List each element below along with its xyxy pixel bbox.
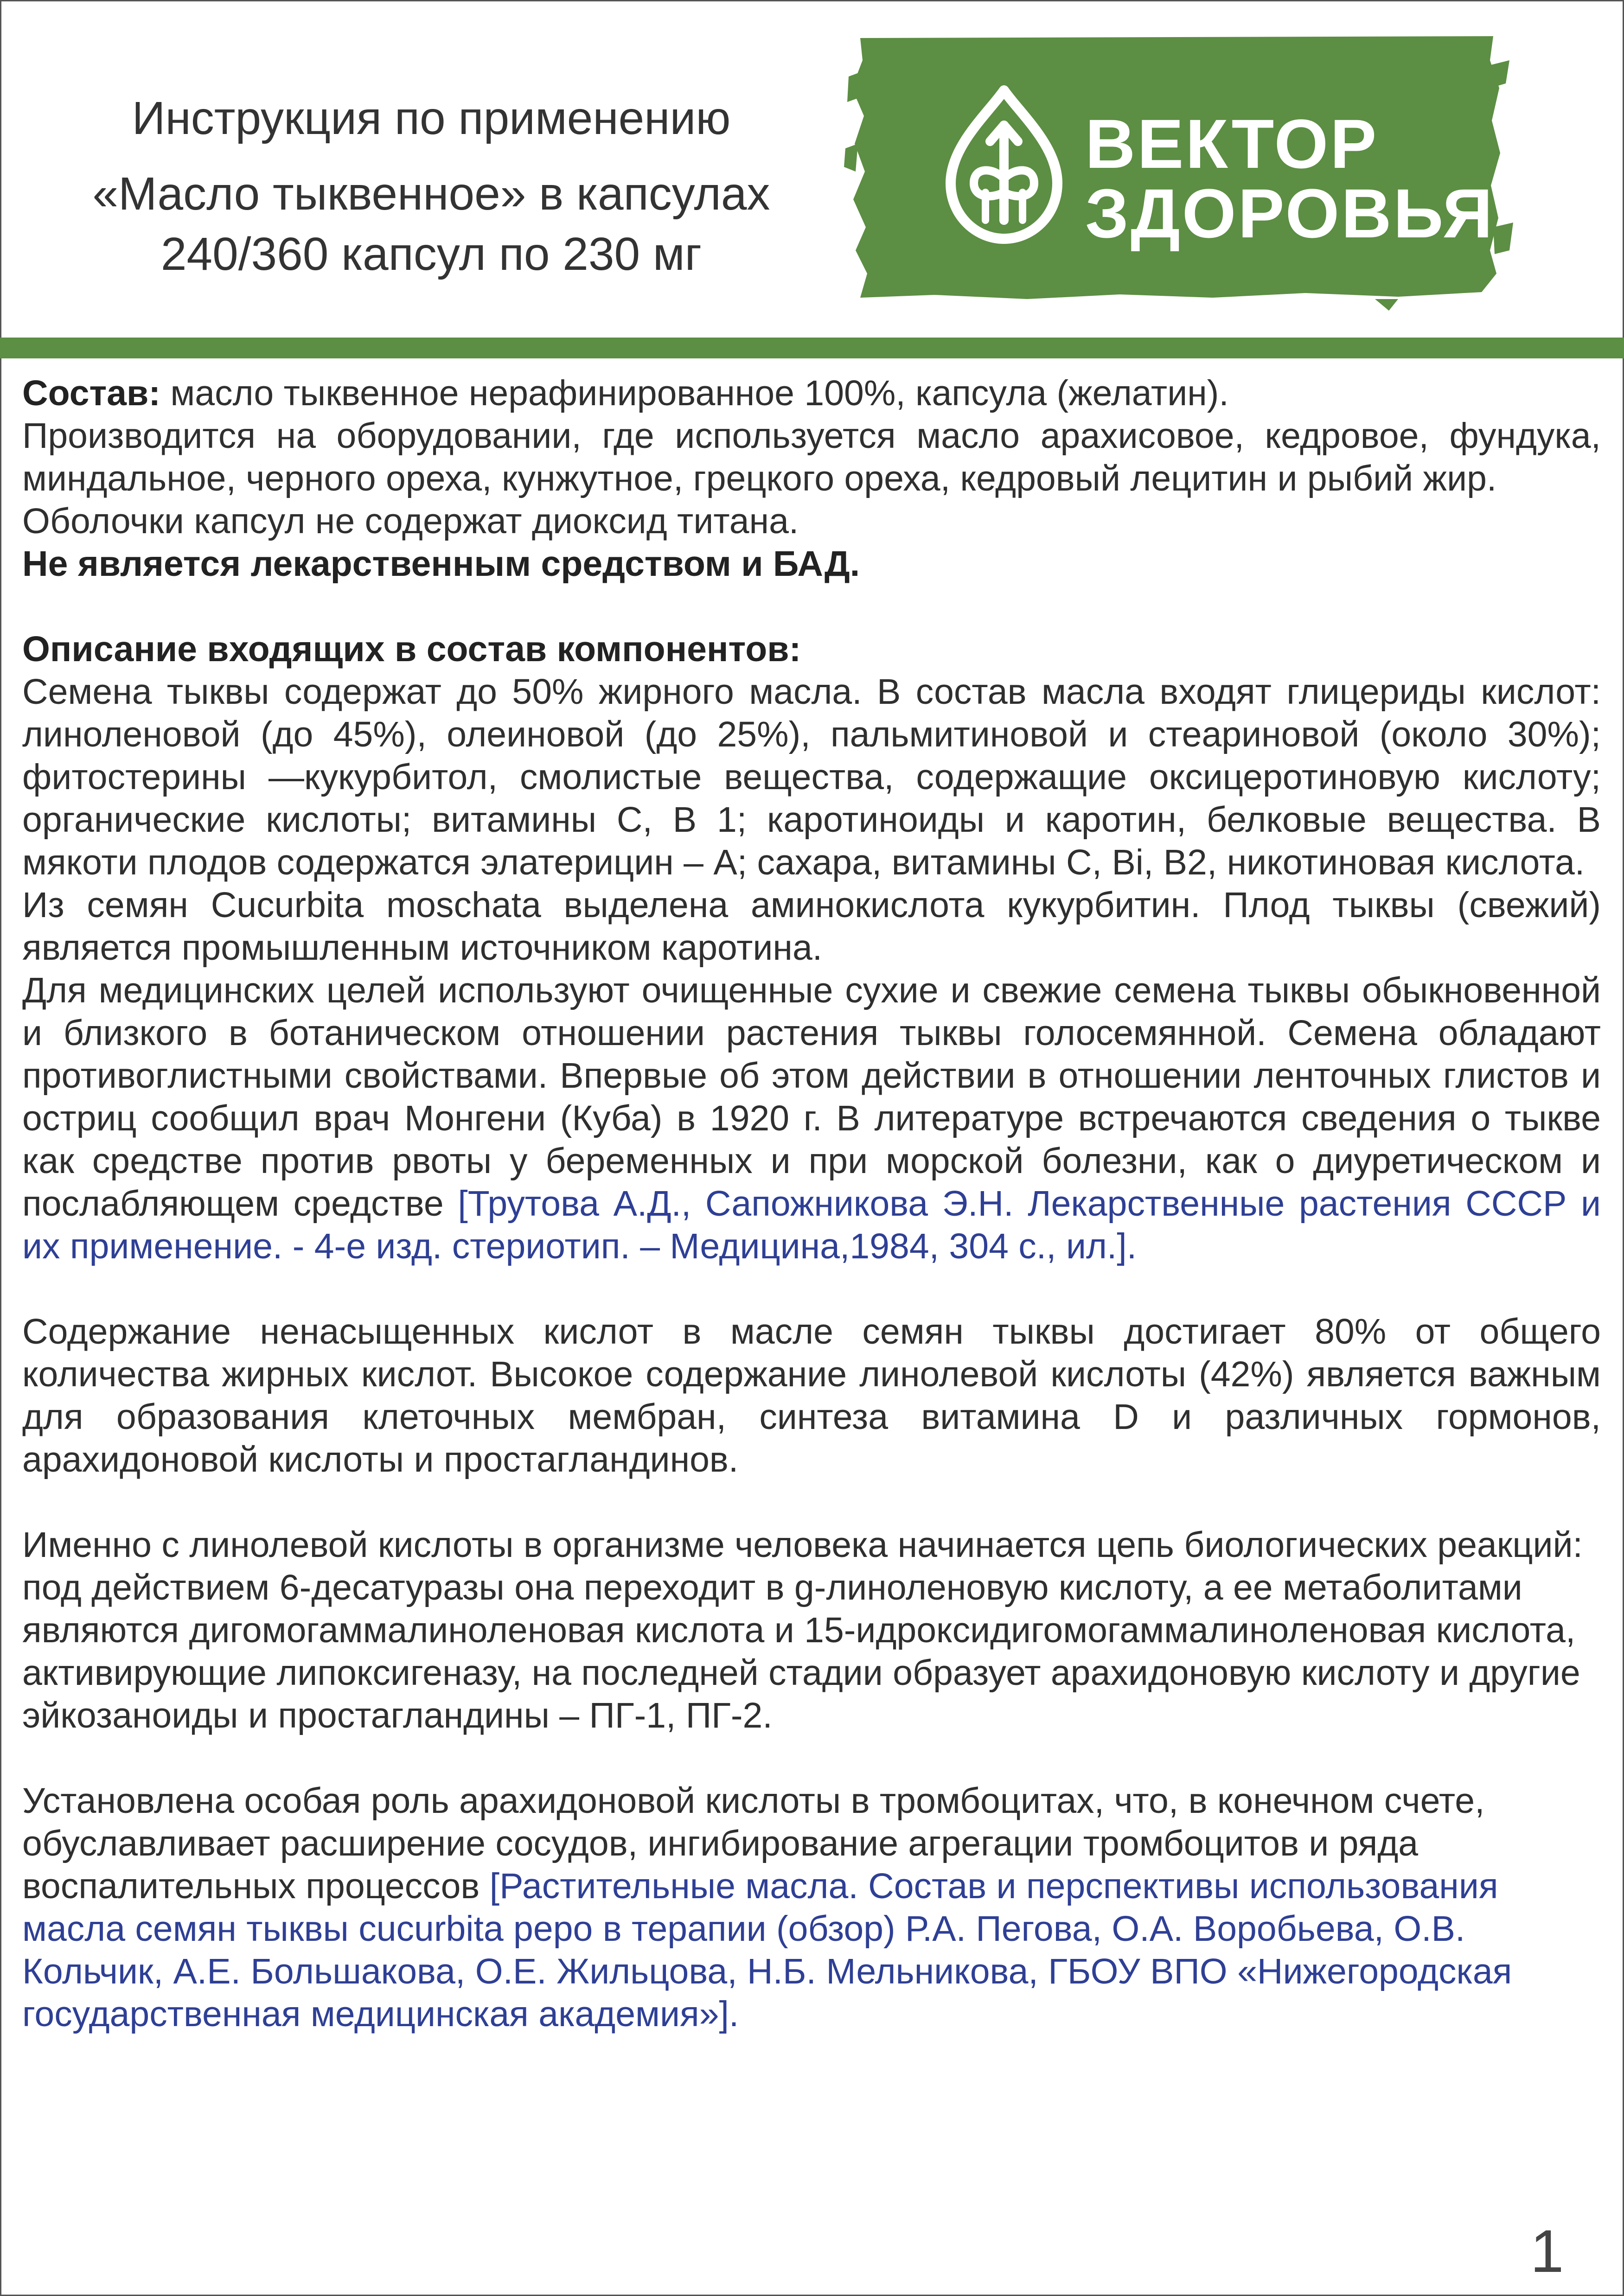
paragraph-2: Из семян Cucurbita moschata выделена аминокислота кукурбитин. Плод тыквы (свежий) является промышленным источником каротина.	[22, 885, 1601, 968]
document-title	[56, 88, 807, 284]
spacer	[22, 1737, 1601, 1779]
paragraph-1: Семена тыквы содержат до 50% жирного масла. В состав масла входят глицериды кислот: линоленовой (до 45%), олеиновой (до 25%), пальмитиновой и стеариновой (около 30%); фитостерины —кукурбитол, смолистые вещества, содержащие оксицеротиновую кислоту; органические кислоты; витамины С, В 1; каротиноиды и каротин, белковые вещества. В мякоти плодов содержатся элатерицин – А; сахара, витамины С, Bi, В2, никотиновая кислота.	[22, 672, 1601, 882]
paragraph-6	[22, 1779, 1601, 2035]
page-number: 1	[1530, 2217, 1564, 2285]
document-body	[22, 372, 1601, 2035]
logo-text-line-1: ВЕКТОР	[1085, 105, 1379, 183]
composition-paragraph	[22, 372, 1601, 415]
paragraph-5: Именно с линолевой кислоты в организме человека начинается цепь биологических реакций: под действием 6-десатуразы она переходит в g-линоленовую кислоту, а ее метаболитами являются дигомогаммалиноленовая кислота и 15-идроксидигомогаммалиноленовая кислота, активирующие липоксигеназу, на последней стадии образует арахидоновую кислоту и другие эйкозаноиды и простагландины – ПГ-1, ПГ-2.	[22, 1525, 1583, 1735]
spacer	[22, 1268, 1601, 1310]
paragraph-4: Содержание ненасыщенных кислот в масле семян тыквы достигает 80% от общего количества жирных кислот. Высокое содержание линолевой кислоты (42%) является важным для образования клеточных мембран, синтеза витамина D и различных гормонов, арахидоновой кислоты и простагландинов.	[22, 1312, 1601, 1480]
reference-1: [Трутова А.Д., Сапожникова Э.Н. Лекарственные растения СССР и их применение. - 4-е изд. стериотип. – Медицина,1984, 304 с., ил.].	[22, 1184, 1601, 1266]
disclaimer: Не является лекарственным средством и БАД.	[22, 544, 860, 584]
composition-text: масло тыквенное нерафинированное 100%, капсула (желатин).	[160, 373, 1229, 413]
title-line-1: Инструкция по применению	[132, 92, 731, 144]
section-heading: Описание входящих в состав компонентов:	[22, 629, 801, 669]
title-line-3: 240/360 капсул по 230 мг	[160, 228, 702, 280]
paragraph-6-text: Установлена особая роль арахидоновой кислоты в тромбоцитах, что, в конечном счете, обуславливает расширение сосудов, ингибирование агрегации тромбоцитов и ряда воспалительных процессов	[22, 1781, 1485, 1906]
capsule-shell-note: Оболочки капсул не содержат диоксид титана.	[22, 501, 799, 541]
logo-text	[1085, 105, 1495, 252]
spacer	[22, 585, 1601, 628]
leaf-drop-plant-icon	[937, 81, 1071, 248]
header	[0, 0, 1624, 336]
brand-logo	[842, 32, 1519, 311]
header-divider	[0, 338, 1624, 358]
paragraph-3-text: Для медицинских целей используют очищенные сухие и свежие семена тыквы обыкновенной и близкого в ботаническом отношении растения тыквы голосемянной. Семена обладают противоглистными свойствами. Впервые об этом действии в отношении ленточных глистов и остриц сообщил врач Монгени (Куба) в 1920 г. В литературе встречаются сведения о тыкве как средстве против рвоты у беременных и при морской болезни, как о диуретическом и послабляющем средстве	[22, 970, 1601, 1224]
paragraph-3	[22, 969, 1601, 1268]
spacer	[22, 1481, 1601, 1524]
production-note: Производится на оборудовании, где используется масло арахисовое, кедровое, фундука, миндальное, черного ореха, кунжутное, грецкого ореха, кедровый лецитин и рыбий жир.	[22, 416, 1601, 498]
title-line-2: «Масло тыквенное» в капсулах	[92, 168, 770, 220]
composition-label: Состав:	[22, 373, 160, 413]
reference-2: [Растительные масла. Состав и перспективы использования масла семян тыквы cucurbita реро в терапии (обзор) Р.А. Пегова, О.А. Воробьева, О.В. Кольчик, А.Е. Большакова, О.Е. Жильцова, Н.Б. Мельникова, ГБОУ ВПО «Нижегородская государственная медицинская академия»].	[22, 1866, 1512, 2034]
logo-text-line-2: ЗДОРОВЬЯ	[1085, 174, 1495, 252]
